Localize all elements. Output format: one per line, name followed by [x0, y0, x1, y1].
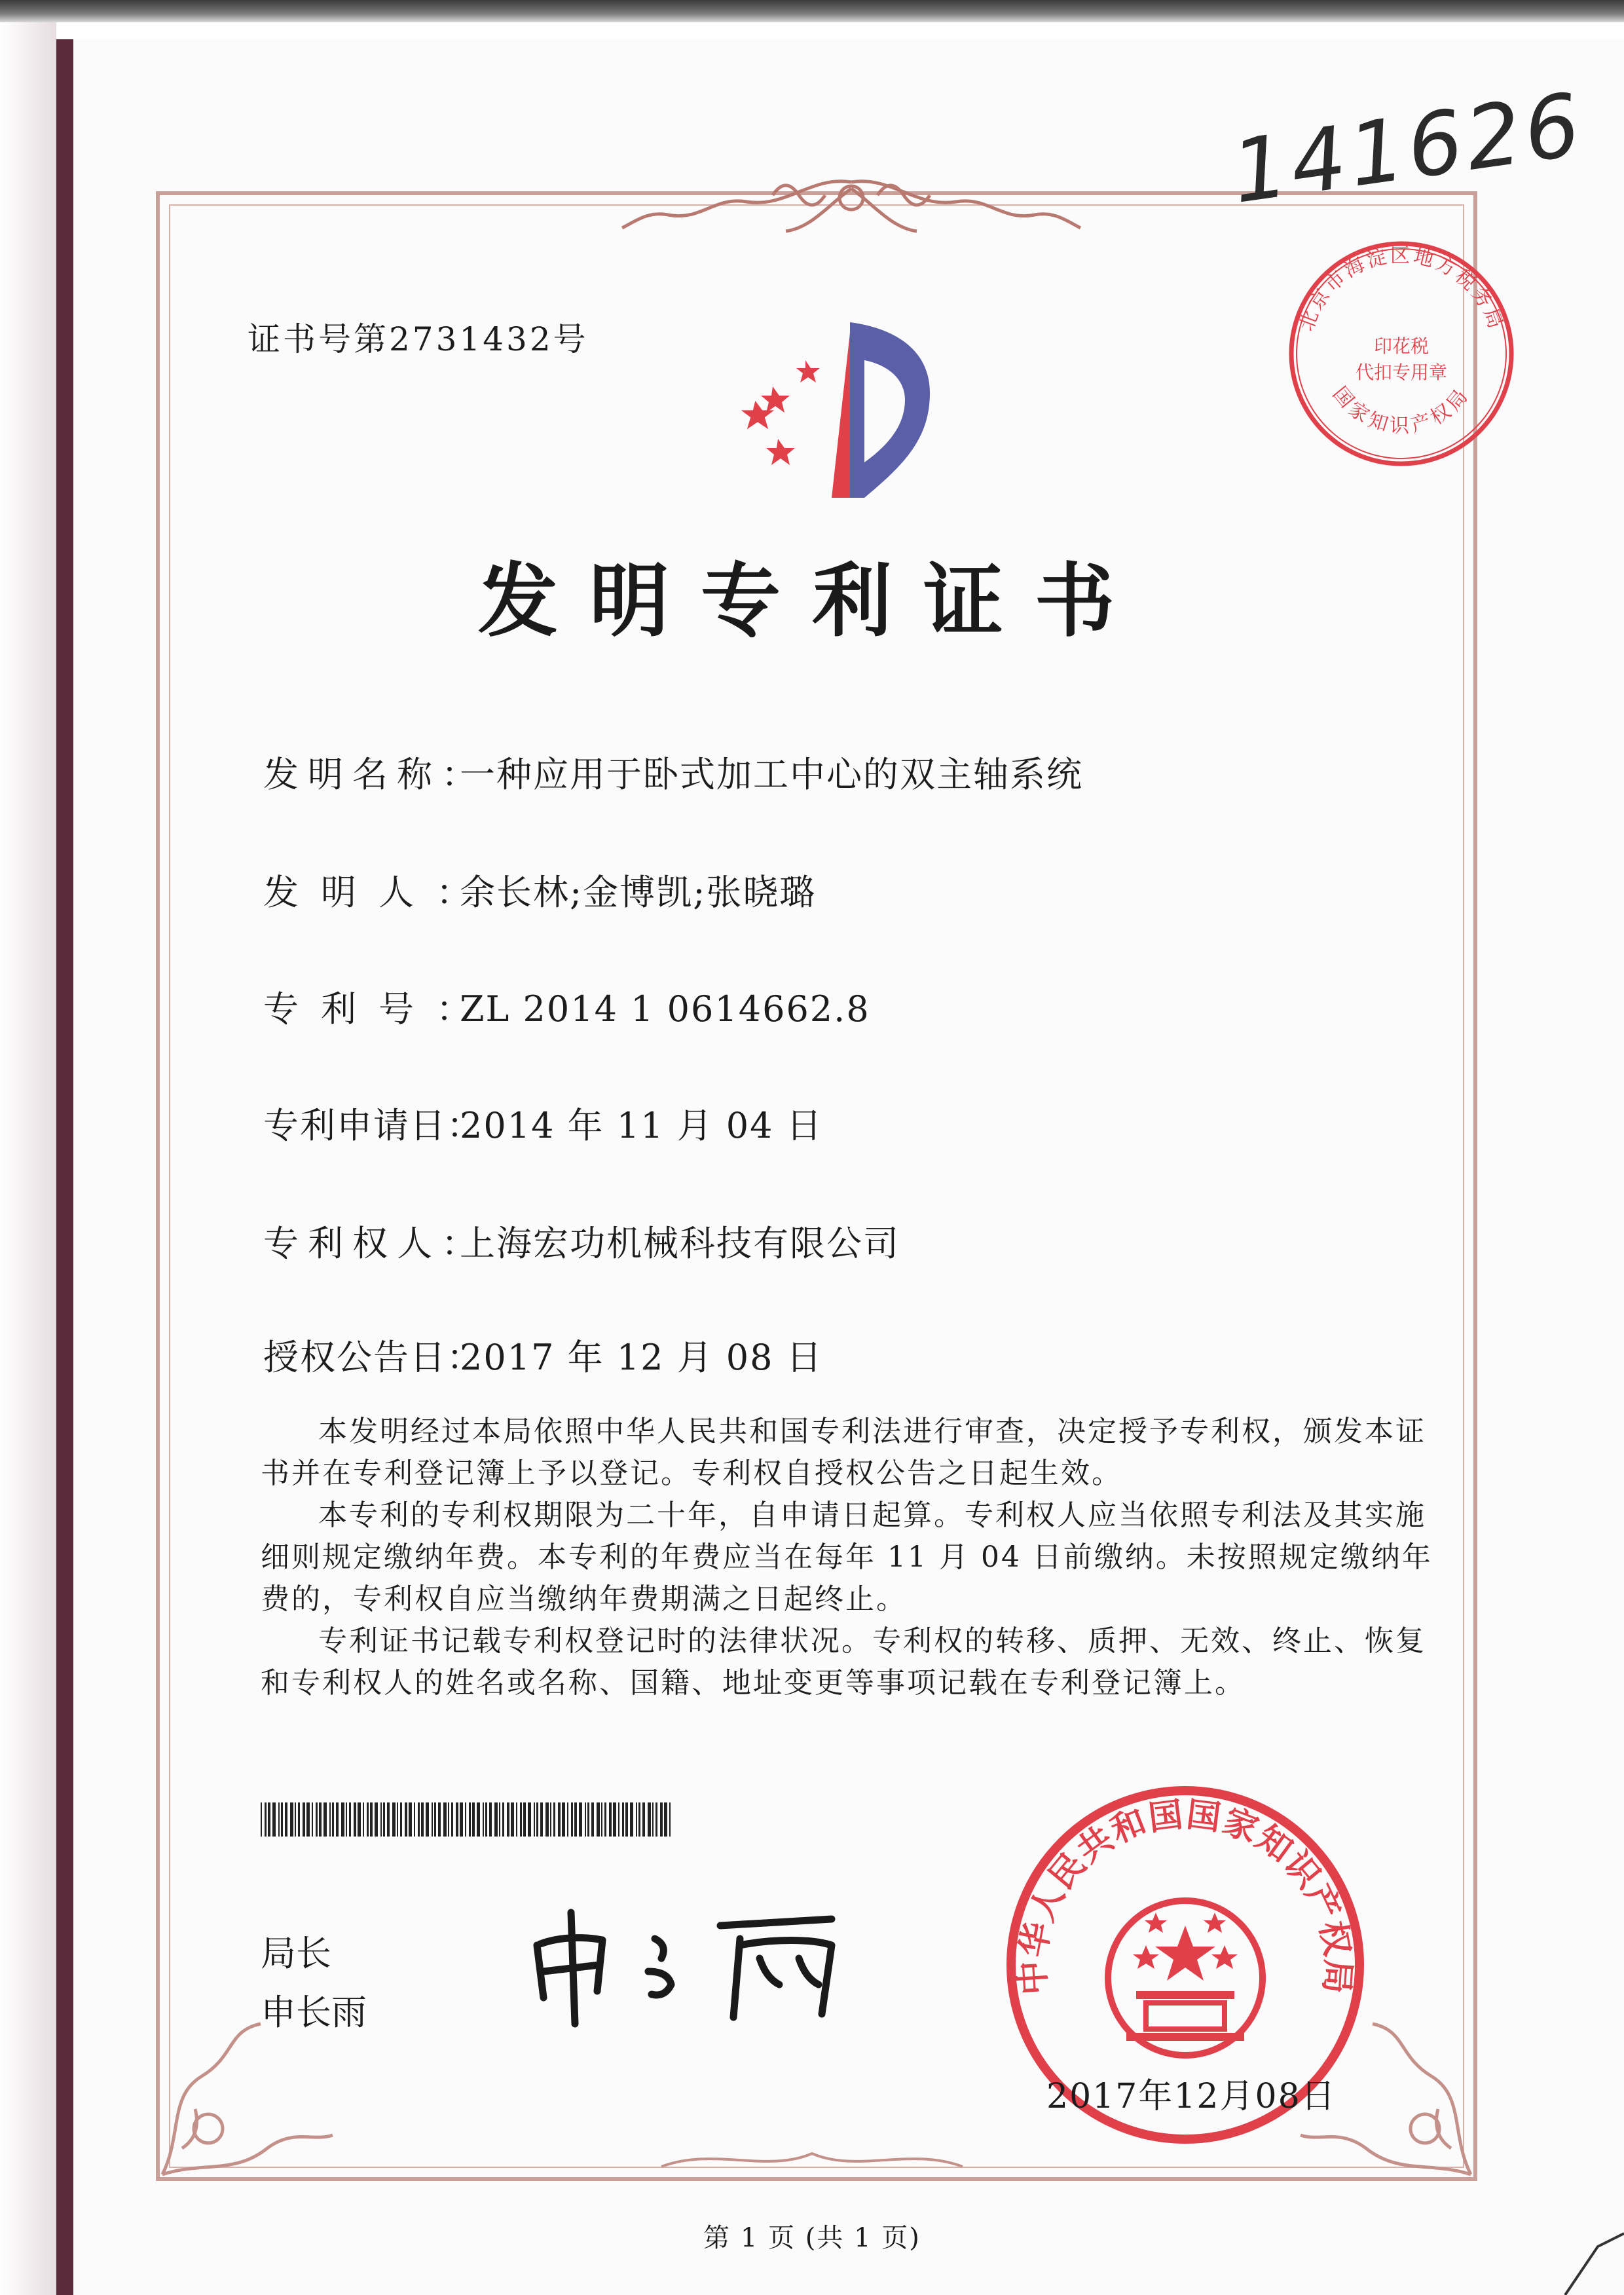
field-value: 2014 年 11 月 04 日 — [460, 1105, 823, 1146]
barcode-bar — [285, 1802, 287, 1837]
barcode-bar — [511, 1802, 514, 1837]
barcode-bar — [622, 1802, 624, 1837]
barcode-bar — [567, 1802, 568, 1837]
field-label: 专利号： — [263, 988, 494, 1030]
barcode-bar — [574, 1802, 577, 1837]
barcode-bar — [642, 1802, 645, 1837]
barcode-bar — [312, 1802, 313, 1837]
barcode-bar — [268, 1802, 270, 1837]
field-value: 2017 年 12 月 08 日 — [460, 1337, 823, 1378]
barcode-bar — [660, 1802, 663, 1837]
barcode-bar — [655, 1802, 657, 1837]
barcode-bar — [290, 1802, 293, 1837]
certificate-title: 发明专利证书 — [478, 553, 1146, 648]
barcode-bar — [648, 1802, 651, 1837]
barcode-bar — [460, 1802, 463, 1837]
certificate-number: 证书号第2731432号 — [248, 320, 589, 358]
director-signature — [524, 1899, 877, 2030]
barcode-bar — [272, 1802, 276, 1837]
barcode-bar — [494, 1802, 498, 1837]
barcode-bar — [443, 1802, 447, 1837]
barcode-bar — [601, 1802, 602, 1837]
barcode-bar — [545, 1802, 549, 1837]
barcode-bar — [336, 1802, 339, 1837]
barcode-bar — [585, 1802, 586, 1837]
barcode-bar — [465, 1802, 466, 1837]
barcode-bar — [609, 1802, 612, 1837]
barcode-bar — [553, 1802, 555, 1837]
barcode-bar — [664, 1802, 667, 1837]
svg-text:国家知识产权局 — [1328, 382, 1475, 438]
barcode-bar — [341, 1802, 344, 1837]
barcode-bar — [456, 1802, 458, 1837]
barcode-bar — [630, 1802, 633, 1837]
barcode-bar — [652, 1802, 654, 1837]
barcode-bar — [489, 1802, 492, 1837]
field-label: 专利申请日： — [263, 1105, 483, 1146]
barcode-bar — [375, 1802, 378, 1837]
field-label: 专利权人： — [263, 1223, 486, 1264]
corner-ornament-bottom-left — [156, 2017, 339, 2181]
barcode-bar — [405, 1802, 407, 1837]
barcode-bar — [523, 1802, 526, 1837]
barcode-bar — [520, 1802, 522, 1837]
barcode-bar — [418, 1802, 420, 1837]
barcode-bar — [370, 1802, 373, 1837]
national-emblem-icon — [1108, 1901, 1263, 2055]
field-value: 余长林;金博凯;张晓璐 — [460, 872, 817, 913]
barcode-bar — [591, 1802, 594, 1837]
barcode-bar — [354, 1802, 356, 1837]
barcode-bar — [502, 1802, 504, 1837]
cover-band — [56, 39, 73, 2295]
field-value: 一种应用于卧式加工中心的双主轴系统 — [460, 754, 1083, 795]
barcode-bar — [534, 1802, 535, 1837]
field-label: 授权公告日： — [263, 1337, 483, 1378]
field-value: 上海宏功机械科技有限公司 — [460, 1223, 900, 1264]
tax-stamp-ring-text: 北京市海淀区地方税务局 — [1295, 244, 1508, 334]
barcode-bar — [303, 1802, 305, 1837]
barcode-bar — [316, 1802, 318, 1837]
barcode-bar — [507, 1802, 509, 1837]
barcode-bar — [483, 1802, 484, 1837]
barcode-bar — [421, 1802, 424, 1837]
field-grant-date — [263, 1330, 823, 1380]
barcode-bar — [528, 1802, 531, 1837]
barcode-bar — [383, 1802, 385, 1837]
field-label: 发明人： — [263, 872, 494, 913]
barcode-bar — [625, 1802, 628, 1837]
government-seal-text: 中华人民共和国国家知识产权局 — [1012, 1795, 1358, 1996]
svg-text:北京市海淀区地方税务局 — [1295, 244, 1508, 334]
barcode-bar — [298, 1802, 300, 1837]
barcode-bar — [485, 1802, 487, 1837]
barcode-bar — [387, 1802, 390, 1837]
barcode-bar — [281, 1802, 283, 1837]
tax-stamp — [1283, 236, 1519, 472]
barcode-bar — [579, 1802, 582, 1837]
barcode-bar — [613, 1802, 616, 1837]
barcode-bar — [618, 1802, 619, 1837]
barcode-bar — [367, 1802, 369, 1837]
patent-office-emblem — [733, 308, 982, 504]
field-patent-number — [263, 981, 870, 1032]
barcode-bar — [540, 1802, 543, 1837]
barcode-bar — [636, 1802, 637, 1837]
barcode-bar — [400, 1802, 402, 1837]
barcode-bar — [597, 1802, 600, 1837]
barcode-bar — [550, 1802, 551, 1837]
barcode-bar — [516, 1802, 517, 1837]
barcode-bar — [638, 1802, 640, 1837]
barcode-bar — [438, 1802, 441, 1837]
paragraph-grant: 本发明经过本局依照中华人民共和国专利法进行审查，决定授予专利权，颁发本证书并在专利登记簿上予以登记。专利权自授权公告之日起生效。 — [261, 1415, 1426, 1490]
barcode-bar — [278, 1802, 280, 1837]
barcode-bar — [558, 1802, 561, 1837]
barcode-bar — [571, 1802, 573, 1837]
field-value: ZL 2014 1 0614662.8 — [460, 988, 870, 1030]
barcode-bar — [604, 1802, 606, 1837]
barcode-bar — [448, 1802, 449, 1837]
field-label: 发明名称： — [263, 754, 486, 795]
page-number: 第 1 页 (共 1 页) — [703, 2223, 921, 2253]
barcode-bar — [346, 1802, 347, 1837]
barcode-bar — [261, 1802, 262, 1837]
barcode-bar — [409, 1802, 412, 1837]
paragraph-term: 本专利的专利权期限为二十年，自申请日起算。专利权人应当依照专利法及其实施细则规定缴纳年费。本专利的年费应当在每年 11 月 04 日前缴纳。未按照规定缴纳年费的，专利权自应当缴纳年费期满之日起终止。 — [261, 1499, 1433, 1616]
tax-stamp-line1: 印花税 — [1373, 335, 1430, 357]
barcode-bar — [349, 1802, 351, 1837]
field-invention-name — [263, 747, 1083, 797]
barcode-bar — [306, 1802, 310, 1837]
barcode-bar — [323, 1802, 327, 1837]
barcode-bar — [332, 1802, 334, 1837]
director-name: 申长雨 — [261, 1992, 367, 2033]
barcode-bar — [397, 1802, 398, 1837]
scanner-edge-top — [0, 0, 1624, 22]
barcode-bar — [358, 1802, 361, 1837]
barcode-bar — [426, 1802, 429, 1837]
tax-stamp-bottom-text: 国家知识产权局 — [1327, 382, 1475, 438]
paragraph-legal-status: 专利证书记载专利权登记时的法律状况。专利权的转移、质押、无效、终止、恢复和专利权人的姓名或名称、国籍、地址变更等事项记载在专利登记簿上。 — [261, 1624, 1426, 1700]
director-title: 局长 — [261, 1933, 331, 1974]
barcode-bar — [669, 1802, 671, 1837]
barcode-bar — [329, 1802, 331, 1837]
barcode-bar — [536, 1802, 538, 1837]
barcode-bar — [392, 1802, 396, 1837]
seal-date: 2017年12月08日 — [1046, 2077, 1337, 2116]
barcode-bar — [477, 1802, 480, 1837]
barcode-bar — [472, 1802, 475, 1837]
bottom-ornament — [655, 2140, 969, 2180]
barcode-bar — [562, 1802, 565, 1837]
barcode-bar — [587, 1802, 589, 1837]
barcode-bar — [319, 1802, 322, 1837]
tax-stamp-line2: 代扣专用章 — [1355, 362, 1448, 383]
handwritten-note: 141626 — [1225, 74, 1590, 223]
field-application-date — [263, 1098, 823, 1148]
barcode-bar — [295, 1802, 296, 1837]
top-ornament — [616, 169, 1087, 241]
barcode-bar — [451, 1802, 453, 1837]
barcode-bar — [265, 1802, 267, 1837]
barcode-bar — [414, 1802, 415, 1837]
field-inventors — [263, 865, 816, 915]
barcode-bar — [380, 1802, 382, 1837]
barcode-bar — [432, 1802, 433, 1837]
barcode-bar — [363, 1802, 364, 1837]
scanner-edge-left — [0, 22, 56, 2295]
barcode-bar — [434, 1802, 436, 1837]
barcode-bar — [469, 1802, 471, 1837]
field-patentee — [263, 1216, 900, 1266]
scan-corner-mark — [1559, 2207, 1624, 2295]
barcode-bar — [499, 1802, 500, 1837]
barcode — [261, 1802, 672, 1837]
